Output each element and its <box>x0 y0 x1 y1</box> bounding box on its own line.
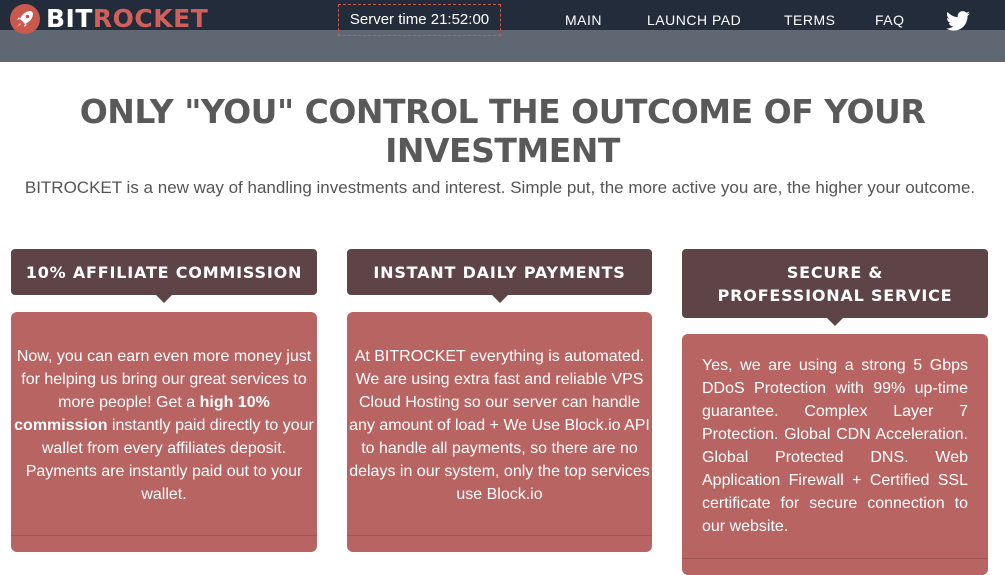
tagline: BITROCKET is a new way of handling investments and interest. Simple put, the more active you are, the higher your outcome. <box>24 178 976 197</box>
card-secure-title <box>682 249 988 318</box>
nav-faq[interactable]: FAQ <box>875 12 905 28</box>
server-time <box>338 4 501 36</box>
nav-launch-pad[interactable]: LAUNCH PAD <box>647 12 742 28</box>
card-divider <box>682 558 988 559</box>
brand-name-part2: ROCKET <box>92 4 209 33</box>
card-payments-title <box>347 249 652 295</box>
card-affiliate-title <box>11 249 317 295</box>
title-pointer <box>827 318 843 326</box>
card-divider <box>347 535 652 536</box>
nav-main[interactable]: MAIN <box>565 12 602 28</box>
brand-logo[interactable] <box>10 4 208 34</box>
card-payments-text: At BITROCKET everything is automated. We are using extra fast and reliable VPS Cloud Hosting so our server can handle any amount of load + We Use Block.io API to handle all payments, so there are no delays in our system, only the top services use Block.io <box>349 348 650 503</box>
card-secure-text: Yes, we are using a strong 5 Gbps DDoS Protection with 99% up-time guarantee. Complex Layer 7 Protection. Global CDN Acceleration. Global Protected DNS. Web Application Firewall + Certified SSL certificate for secure connection to our website. <box>702 357 968 535</box>
card-affiliate-body <box>11 312 317 552</box>
title-pointer <box>492 295 508 303</box>
twitter-icon[interactable] <box>946 10 970 32</box>
card-payments-body <box>347 312 652 552</box>
card-affiliate-text-bold: high 10% commission <box>14 394 270 434</box>
brand-name <box>46 4 208 34</box>
card-secure-title-text: SECURE & PROFESSIONAL SERVICE <box>717 262 953 305</box>
card-affiliate-text-2: instantly paid directly to your wallet from every affiliates deposit. Payments are instantly paid out to your wallet. <box>25 417 314 503</box>
brand-name-part1: BIT <box>46 4 93 33</box>
card-divider <box>11 535 317 536</box>
card-payments-title-text: INSTANT DAILY PAYMENTS <box>373 262 626 282</box>
headline-line-2: INVESTMENT <box>385 131 620 170</box>
card-affiliate-text-1: Now, you can earn even more money just for helping us bring our great services to more people! Get a <box>16 348 312 411</box>
nav-terms[interactable]: TERMS <box>784 12 836 28</box>
title-pointer <box>156 295 172 303</box>
card-secure-body <box>682 334 988 575</box>
rocket-icon <box>10 4 40 34</box>
server-time-value: 21:52:00 <box>430 11 490 28</box>
headline-line-1: ONLY "YOU" CONTROL THE OUTCOME OF YOUR <box>79 92 926 131</box>
header-subbar <box>0 30 1005 62</box>
page-headline <box>0 92 1005 170</box>
server-time-label: Server time <box>349 11 427 28</box>
card-affiliate-title-text: 10% AFFILIATE COMMISSION <box>25 262 303 282</box>
